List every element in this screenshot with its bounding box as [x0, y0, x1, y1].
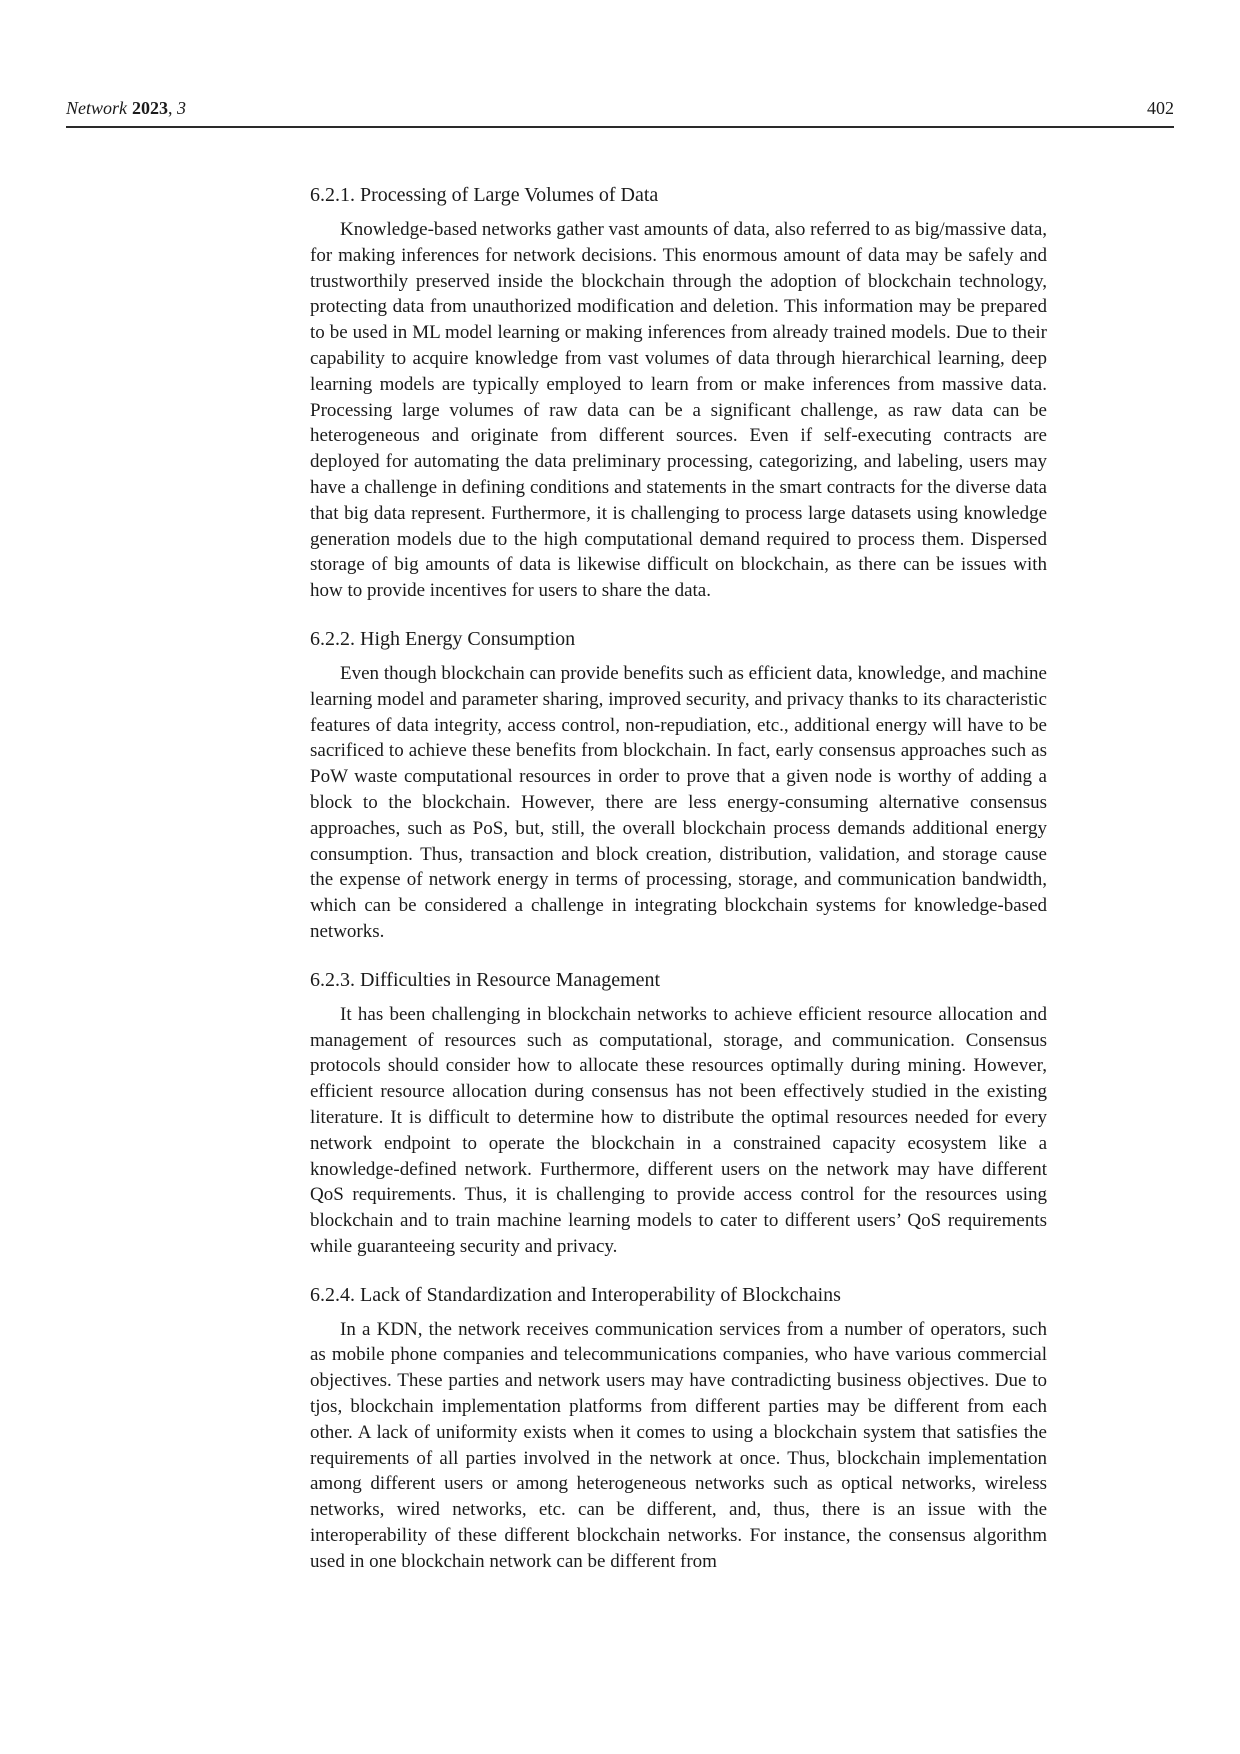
section-heading: 6.2.3. Difficulties in Resource Management: [310, 968, 661, 991]
section-paragraph: It has been challenging in blockchain networks to achieve efficient resource allocation and management of resources such as computational, storage, and communication. Consensus protocols should consider how to allocate these resources optimally during mining. However, efficient resource allocation during consensus has not been effectively studied in the existing literature. It is difficult to determine how to distribute the optimal resources needed for every network endpoint to operate the blockchain in a constrained capacity ecosystem like a knowledge-defined network. Furthermore, different users on the network may have different QoS requirements. Thus, it is challenging to provide access control for the resources using blockchain and to train machine learning models to cater to different users’ QoS requirements while guaranteeing security and privacy.: [310, 1003, 1047, 1257]
header-rule: [66, 126, 1174, 128]
section-processing-large-volumes: [310, 182, 1047, 604]
section-heading: 6.2.4. Lack of Standardization and Interoperability of Blockchains: [310, 1283, 841, 1306]
section-resource-management: [310, 967, 1047, 1260]
citation-separator: ,: [168, 98, 177, 118]
journal-title: Network: [66, 98, 127, 118]
journal-citation: [66, 98, 186, 119]
section-heading: 6.2.1. Processing of Large Volumes of Data: [310, 184, 659, 206]
section-high-energy-consumption: [310, 626, 1047, 945]
section-heading: 6.2.2. High Energy Consumption: [310, 627, 576, 650]
journal-year: 2023: [132, 98, 168, 118]
journal-volume: 3: [177, 98, 186, 118]
running-head: [66, 98, 1174, 119]
page-number: 402: [1147, 98, 1174, 118]
section-paragraph: In a KDN, the network receives communication services from a number of operators, such as mobile phone companies and telecommunications companies, who have various commercial objectives. These parties and network users may have contradicting business objectives. Due to tjos, blockchain implementation platforms from different parties may be different from each other. A lack of uniformity exists when it comes to using a blockchain system that satisfies the requirements of all parties involved in the network at once. Thus, blockchain implementation among different users or among heterogeneous networks such as optical networks, wireless networks, wired networks, etc. can be different, and, thus, there is an issue with the interoperability of these different blockchain networks. For instance, the consensus algorithm used in one blockchain network can be different from: [310, 1318, 1047, 1572]
section-standardization-interoperability: [310, 1282, 1047, 1575]
section-paragraph: Even though blockchain can provide benefits such as efficient data, knowledge, and machine learning model and parameter sharing, improved security, and privacy thanks to its characteristic features of data integrity, access control, non-repudiation, etc., additional energy will have to be sacrificed to achieve these benefits from blockchain. In fact, early consensus approaches such as PoW waste computational resources in order to prove that a given node is worthy of adding a block to the blockchain. However, there are less energy-consuming alternative consensus approaches, such as PoS, but, still, the overall blockchain process demands additional energy consumption. Thus, transaction and block creation, distribution, validation, and storage cause the expense of network energy in terms of processing, storage, and communication bandwidth, which can be considered a challenge in integrating blockchain systems for knowledge-based networks.: [310, 662, 1047, 942]
section-paragraph: Knowledge-based networks gather vast amounts of data, also referred to as big/massive data, for making inferences for network decisions. This enormous amount of data may be safely and trustworthily preserved inside the blockchain through the adoption of blockchain technology, protecting data from unauthorized modification and deletion. This information may be prepared to be used in ML model learning or making inferences from already trained models. Due to their capability to acquire knowledge from vast volumes of data through hierarchical learning, deep learning models are typically employed to learn from or make inferences from massive data. Processing large volumes of raw data can be a significant challenge, as raw data can be heterogeneous and originate from different sources. Even if self-executing contracts are deployed for automating the data preliminary processing, categorizing, and labeling, users may have a challenge in defining conditions and statements in the smart contracts for the diverse data that big data represent. Furthermore, it is challenging to process large datasets using knowledge generation models due to the high computational demand required to process them. Dispersed storage of big amounts of data is likewise difficult on blockchain, as there can be issues with how to provide incentives for users to share the data.: [310, 219, 1047, 602]
main-text-column: [310, 182, 1047, 1575]
